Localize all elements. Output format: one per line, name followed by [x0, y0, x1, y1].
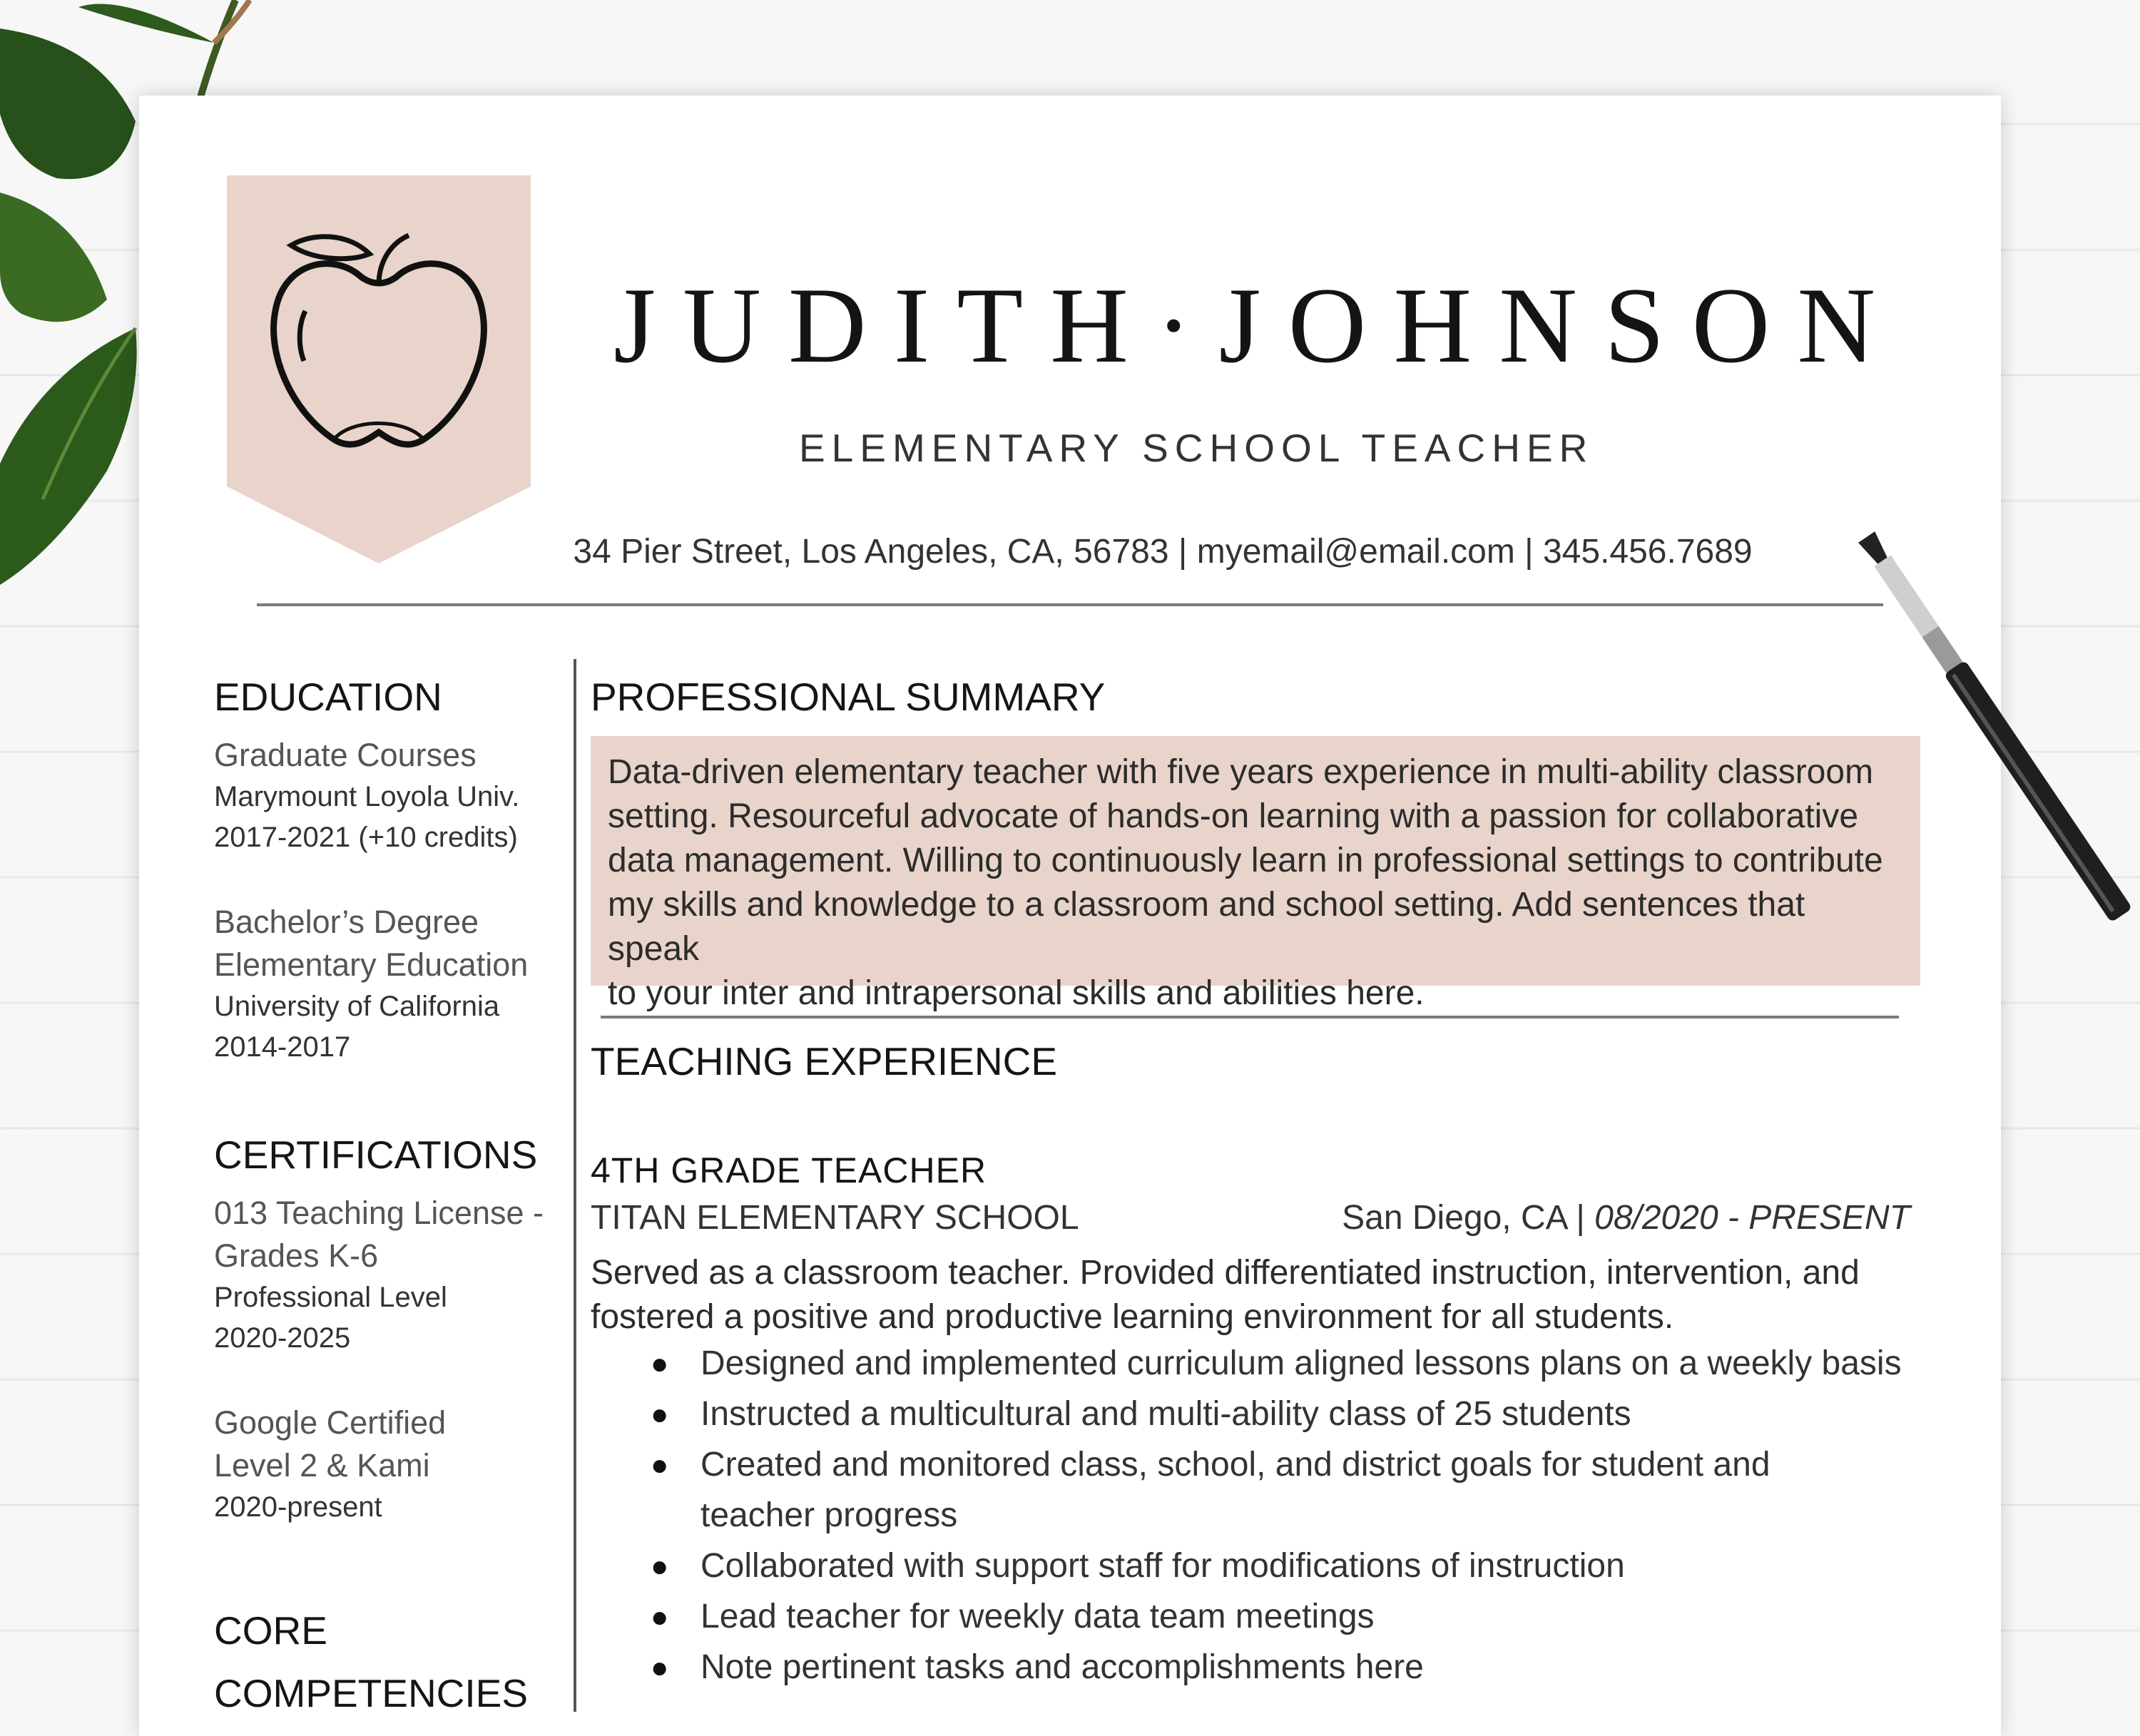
education-item [214, 901, 556, 1068]
bullet-text: Note pertinent tasks and accomplishments here [700, 1648, 1424, 1686]
bullet-text: Instructed a multicultural and multi-ability class of 25 students [700, 1395, 1631, 1433]
list-item [642, 1338, 1912, 1389]
bullet-icon: ● [651, 1600, 669, 1633]
list-item-continuation [642, 1490, 1912, 1541]
summary-line: data management. Willing to continuously learn in professional settings to contribute [608, 842, 1883, 879]
contact-info: 34 Pier Street, Los Angeles, CA, 56783 | myemail@email.com | 345.456.7689 [573, 533, 1753, 571]
bullet-icon: ● [651, 1650, 669, 1684]
education-dates: 2017-2021 (+10 credits) [214, 822, 518, 853]
summary-line: my skills and knowledge to a classroom and school setting. Add sentences that speak [608, 886, 1805, 968]
experience-heading: TEACHING EXPERIENCE [591, 1039, 1058, 1083]
bullet-text: Lead teacher for weekly data team meetings [700, 1598, 1375, 1635]
list-item [642, 1439, 1912, 1490]
summary-line: Data-driven elementary teacher with five years experience in multi-ability classroom [608, 753, 1874, 791]
summary-line: to your inter and intrapersonal skills and abilities here. [608, 974, 1425, 1012]
education-school: Marymount Loyola Univ. [214, 781, 520, 812]
bullet-icon: ● [651, 1549, 669, 1583]
bullet-text: teacher progress [700, 1496, 958, 1534]
list-item [642, 1541, 1912, 1591]
column-divider [574, 659, 576, 1712]
summary-divider [601, 1016, 1899, 1018]
job-school: TITAN ELEMENTARY SCHOOL [591, 1199, 1079, 1237]
education-title: Graduate Courses [214, 737, 477, 773]
competencies-heading-2: COMPETENCIES [214, 1671, 529, 1715]
left-column [214, 674, 556, 1725]
bullet-icon: ● [651, 1347, 669, 1380]
pen-decoration [1840, 499, 2140, 941]
job-description [591, 1251, 1910, 1339]
certification-title-2: Level 2 & Kami [214, 1447, 430, 1484]
certifications-heading: CERTIFICATIONS [214, 1133, 538, 1177]
summary-line: setting. Resourceful advocate of hands-on learning with a passion for collaborative [608, 797, 1859, 835]
education-title-2: Elementary Education [214, 946, 529, 983]
certification-item [214, 1401, 556, 1528]
education-school: University of California [214, 991, 500, 1022]
job-location-dates [1342, 1198, 1910, 1237]
certification-item [214, 1192, 556, 1359]
certification-title: 013 Teaching License - [214, 1195, 544, 1231]
education-title: Bachelor’s Degree [214, 904, 479, 940]
education-heading: EDUCATION [214, 675, 442, 719]
certification-level: Professional Level [214, 1282, 447, 1313]
list-item [642, 1642, 1912, 1692]
job-title: 4TH GRADE TEACHER [591, 1150, 987, 1190]
list-item [642, 1389, 1912, 1439]
bullet-text: Designed and implemented curriculum aligned lessons plans on a weekly basis [700, 1344, 1902, 1382]
job-description-line: Served as a classroom teacher. Provided differentiated instruction, intervention, and [591, 1254, 1860, 1292]
header-divider [257, 603, 1883, 606]
list-item [642, 1591, 1912, 1642]
person-name: JUDITH·JOHNSON [613, 265, 1903, 385]
job-school-row [591, 1198, 1910, 1237]
bullet-text: Collaborated with support staff for modifications of instruction [700, 1547, 1625, 1585]
bullet-text: Created and monitored class, school, and district goals for student and [700, 1446, 1770, 1484]
summary-box [591, 736, 1920, 1012]
education-item [214, 734, 556, 858]
summary-heading: PROFESSIONAL SUMMARY [591, 675, 1106, 719]
job-role: ELEMENTARY SCHOOL TEACHER [799, 426, 1594, 470]
certification-title: Google Certified [214, 1404, 447, 1441]
job-location: San Diego, CA | [1342, 1199, 1595, 1237]
job-bullets [642, 1338, 1912, 1692]
education-dates: 2014-2017 [214, 1031, 351, 1063]
certification-dates: 2020-2025 [214, 1322, 351, 1354]
job-description-line: fostered a positive and productive learning environment for all students. [591, 1298, 1674, 1336]
bullet-icon: ● [651, 1448, 669, 1481]
job-dates: 08/2020 - PRESENT [1594, 1199, 1910, 1237]
apple-icon [227, 175, 531, 563]
competencies-heading: CORE [214, 1608, 327, 1653]
bullet-icon: ● [651, 1397, 669, 1431]
certification-dates: 2020-present [214, 1491, 382, 1523]
certification-title-2: Grades K-6 [214, 1237, 379, 1274]
